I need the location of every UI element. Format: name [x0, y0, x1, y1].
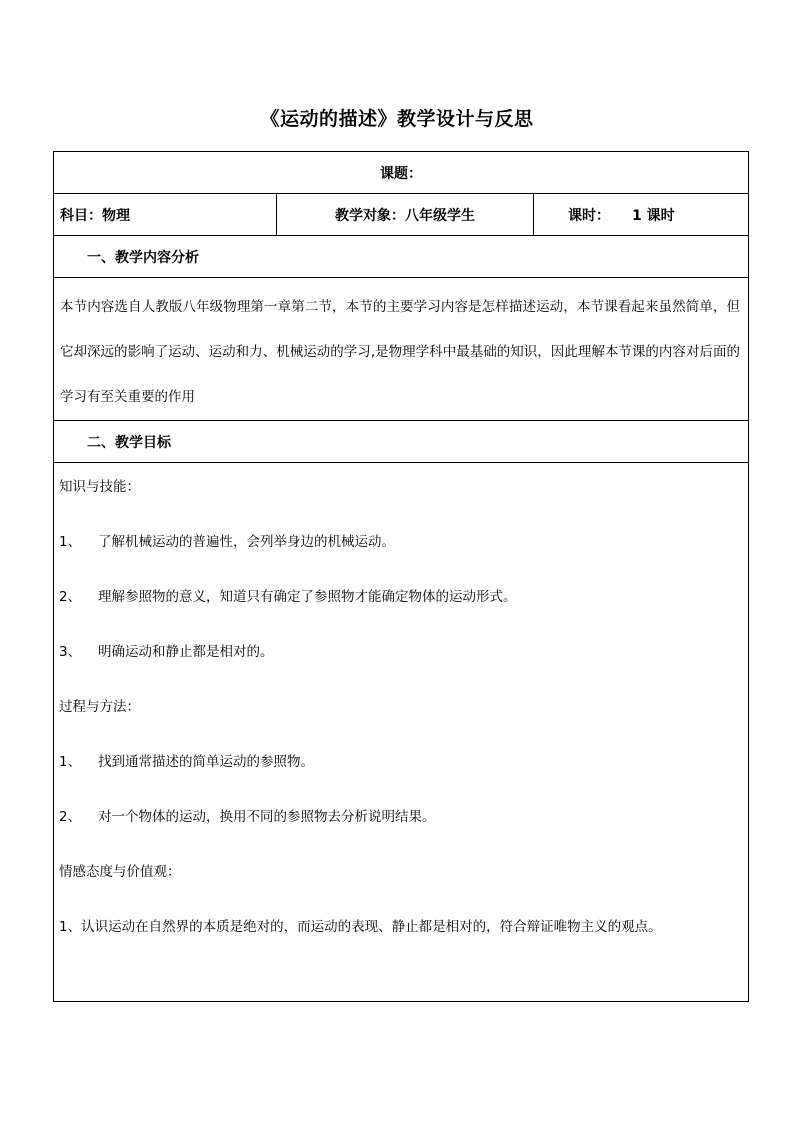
content-analysis-text: 本节内容选自人教版八年级物理第一章第二节，本节的主要学习内容是怎样描述运动，本节课看起来虽然简单，但它却深远的影响了运动、运动和力、机械运动的学习,是物理学科中最基础的知识，因此理解本节课的内容对后面的学习有至关重要的作用	[60, 299, 740, 405]
process-item	[54, 739, 748, 794]
meta-row	[54, 194, 748, 236]
topic-label: 课题：	[380, 165, 422, 182]
process-item	[54, 794, 748, 849]
emotion-text: 1、认识运动在自然界的本质是绝对的，而运动的表现、静止都是相对的，符合辩证唯物主义的观点。	[59, 919, 662, 935]
item-text: 明确运动和静止都是相对的。	[98, 644, 274, 660]
process-heading: 过程与方法：	[59, 699, 140, 715]
knowledge-heading: 知识与技能：	[59, 479, 140, 495]
knowledge-item	[54, 629, 748, 684]
lesson-plan-table	[53, 151, 749, 1002]
teaching-goals-heading: 二、教学目标	[87, 434, 171, 451]
item-number: 1、	[59, 754, 82, 770]
item-text: 找到通常描述的简单运动的参照物。	[98, 754, 314, 770]
class-hours-cell	[534, 194, 748, 235]
teaching-goals-body-row	[54, 463, 748, 1001]
knowledge-item	[54, 519, 748, 574]
knowledge-item	[54, 574, 748, 629]
target-audience-cell: 教学对象：八年级学生	[277, 194, 534, 235]
item-number: 2、	[59, 809, 82, 825]
topic-row	[54, 152, 748, 194]
content-analysis-heading: 一、教学内容分析	[87, 249, 199, 266]
item-text: 理解参照物的意义，知道只有确定了参照物才能确定物体的运动形式。	[98, 589, 517, 605]
teaching-goals-heading-row	[54, 421, 748, 463]
content-analysis-heading-row	[54, 236, 748, 278]
class-hours-label: 课时：	[568, 207, 610, 224]
item-text: 了解机械运动的普遍性，会列举身边的机械运动。	[98, 534, 395, 550]
document-title: 《运动的描述》教学设计与反思	[260, 108, 534, 130]
class-hours-value: 1 课时	[632, 207, 675, 224]
content-analysis-body-row	[54, 278, 748, 421]
emotion-heading: 情感态度与价值观：	[59, 864, 181, 880]
subject-cell: 科目：物理	[54, 194, 277, 235]
item-text: 对一个物体的运动，换用不同的参照物去分析说明结果。	[98, 809, 436, 825]
item-number: 1、	[59, 534, 82, 550]
item-number: 3、	[59, 644, 82, 660]
item-number: 2、	[59, 589, 82, 605]
